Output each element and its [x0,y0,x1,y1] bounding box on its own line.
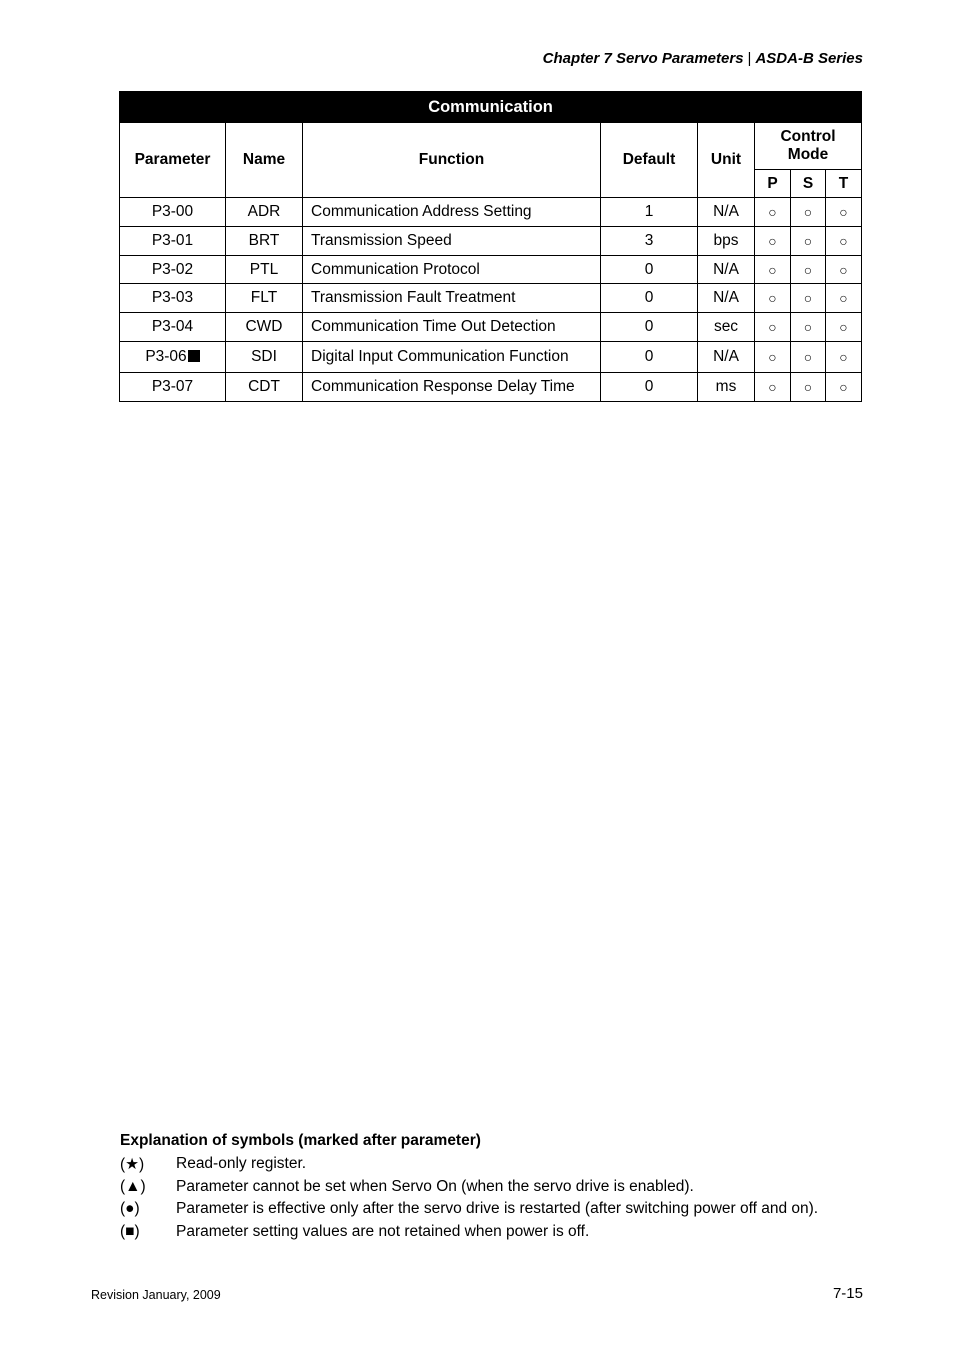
unit-cell [698,256,755,284]
name-cell [226,373,303,402]
param-cell [120,198,226,227]
mode-s-cell [791,198,826,227]
default-cell-text: 0 [644,378,654,395]
function-cell [303,198,601,227]
param-cell [120,373,226,402]
function-cell-text: Communication Protocol [311,260,480,278]
mode-s-cell-text: ○ [803,233,813,249]
legend-title: Explanation of symbols (marked after parameter) [120,1132,481,1149]
unit-cell [698,313,755,342]
default-cell-text: 3 [644,232,654,249]
function-cell-text: Transmission Fault Treatment [311,289,516,306]
unit-cell [698,227,755,256]
function-cell [303,313,601,342]
header-default: Default [601,123,698,198]
mode-t-cell [826,284,862,313]
mode-s-cell-text: ○ [803,204,813,220]
mode-s-cell [791,227,826,256]
mode-p-cell [755,284,791,313]
name-cell-text: CWD [245,318,283,335]
mode-p-cell-text: ○ [768,319,777,335]
table-row [120,342,862,373]
header-unit: Unit [698,123,755,198]
mode-t-cell-text: ○ [839,204,848,220]
default-cell [601,284,698,313]
name-cell [226,284,303,313]
param-cell [120,227,226,256]
default-cell [601,198,698,227]
unit-cell-text: N/A [713,203,739,220]
mode-t-cell-text: ○ [839,319,848,335]
mode-t-cell-text: ○ [839,233,848,249]
mode-s-cell-text: ○ [803,379,813,395]
unit-cell [698,342,755,373]
mode-t-cell [826,313,862,342]
table-row [120,284,862,313]
name-cell [226,342,303,373]
function-cell-text: Communication Address Setting [311,203,532,220]
mode-t-cell [826,198,862,227]
legend-text: Parameter is effective only after the servo drive is restarted (after switching power off and on). [176,1200,819,1218]
table-title: Communication [120,92,862,123]
table-row [120,198,862,227]
function-cell [303,342,601,373]
function-cell [303,227,601,256]
header-mode-s: S [791,170,826,198]
mode-p-cell [755,256,791,284]
mode-p-cell-text: ○ [768,349,777,365]
mode-s-cell-text: ○ [803,290,813,306]
name-cell-text: SDI [251,348,277,365]
function-cell [303,256,601,284]
symbol-legend [120,1132,880,1243]
parameter-table [119,91,862,402]
name-cell [226,256,303,284]
legend-text: Parameter setting values are not retained when power is off. [176,1222,590,1240]
page-header [543,50,863,67]
triangle-symbol: (▲) [120,1177,146,1195]
name-cell-text: FLT [250,289,278,306]
header-function: Function [303,123,601,198]
mode-p-cell-text: ○ [768,204,777,220]
default-cell [601,373,698,402]
param-cell-text: P3-06 [145,348,187,365]
page-number: 7-15 [832,1285,863,1302]
mode-p-cell [755,373,791,402]
default-cell-text: 1 [644,203,654,220]
table-row [120,373,862,402]
function-cell [303,284,601,313]
default-cell [601,313,698,342]
function-cell [303,373,601,402]
unit-cell [698,373,755,402]
legend-text: Parameter cannot be set when Servo On (when the servo drive is enabled). [176,1177,694,1195]
mode-p-cell [755,227,791,256]
mode-t-cell [826,342,862,373]
unit-cell-text: N/A [713,289,739,306]
legend-item [120,1153,880,1176]
star-symbol: (★) [120,1155,145,1173]
unit-cell [698,198,755,227]
mode-s-cell [791,342,826,373]
mode-t-cell-text: ○ [839,261,848,278]
volatile-square-icon [188,350,200,362]
circle-symbol: (●) [120,1200,140,1218]
mode-s-cell-text: ○ [803,349,813,365]
mode-p-cell-text: ○ [768,261,777,278]
unit-cell-text: N/A [713,348,739,365]
mode-s-cell [791,256,826,284]
header-separator: | [747,50,752,67]
mode-p-cell-text: ○ [768,233,777,249]
table-row [120,227,862,256]
default-cell [601,256,698,284]
mode-p-cell-text: ○ [768,379,777,395]
mode-t-cell-text: ○ [839,290,848,306]
param-cell-text: P3-04 [151,318,194,335]
param-cell-text: P3-03 [151,289,194,306]
unit-cell-text: N/A [713,260,739,278]
name-cell [226,198,303,227]
mode-p-cell-text: ○ [768,290,777,306]
unit-cell-text: sec [713,318,739,335]
name-cell-text: BRT [248,232,280,249]
name-cell-text: PTL [249,260,279,278]
default-cell [601,227,698,256]
table-row [120,313,862,342]
default-cell-text: 0 [644,348,654,365]
param-cell [120,256,226,284]
default-cell [601,342,698,373]
square-symbol: (■) [120,1222,140,1240]
mode-p-cell [755,198,791,227]
mode-t-cell [826,256,862,284]
param-cell [120,313,226,342]
mode-s-cell [791,313,826,342]
function-cell-text: Communication Time Out Detection [311,318,556,335]
header-name: Name [226,123,303,198]
mode-s-cell [791,373,826,402]
header-mode-t: T [826,170,862,198]
legend-item [120,1221,880,1244]
revision-note: Revision January, 2009 [91,1288,221,1302]
param-cell-text: P3-02 [151,260,194,278]
mode-p-cell [755,313,791,342]
param-cell [120,284,226,313]
param-cell-text: P3-07 [151,378,194,395]
unit-cell [698,284,755,313]
table-row [120,256,862,284]
name-cell-text: CDT [248,378,280,395]
header-parameter: Parameter [120,123,226,198]
legend-text: Read-only register. [176,1155,307,1173]
series-title: ASDA-B Series [755,50,863,67]
mode-s-cell-text: ○ [803,261,813,278]
default-cell-text: 0 [644,318,654,335]
name-cell-text: ADR [247,203,281,220]
mode-p-cell [755,342,791,373]
chapter-title: Chapter 7 Servo Parameters [542,50,744,67]
param-cell-text: P3-00 [151,203,194,220]
function-cell-text: Transmission Speed [311,232,452,249]
legend-item [120,1198,880,1221]
mode-t-cell [826,373,862,402]
default-cell-text: 0 [644,289,654,306]
legend-item [120,1176,880,1199]
header-mode-p: P [755,170,791,198]
default-cell-text: 0 [644,260,654,278]
param-cell [120,342,226,373]
mode-s-cell [791,284,826,313]
function-cell-text: Communication Response Delay Time [311,378,575,395]
function-cell-text: Digital Input Communication Function [311,348,569,365]
unit-cell-text: ms [715,378,737,395]
mode-t-cell [826,227,862,256]
mode-t-cell-text: ○ [839,349,848,365]
name-cell [226,227,303,256]
mode-t-cell-text: ○ [839,379,848,395]
header-control-mode: Control Mode [755,123,862,170]
unit-cell-text: bps [713,232,739,249]
mode-s-cell-text: ○ [803,319,813,335]
name-cell [226,313,303,342]
param-cell-text: P3-01 [151,232,194,249]
